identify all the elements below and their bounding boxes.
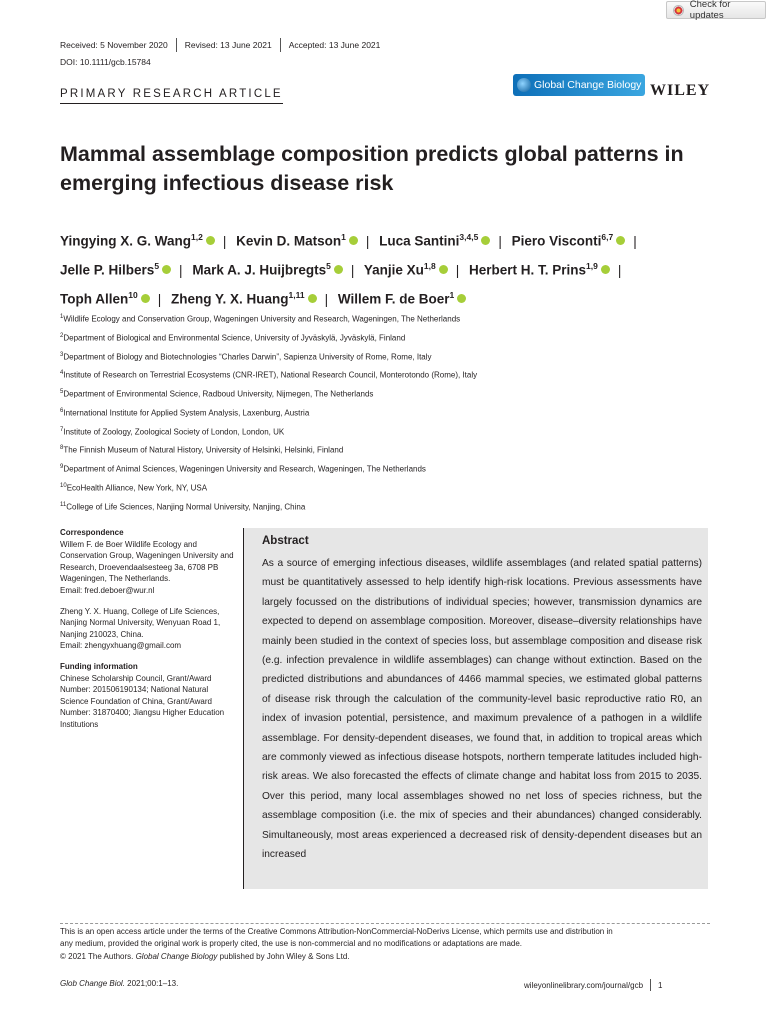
- author-affiliation: 1,11: [288, 290, 305, 300]
- affiliation-item: $^5$Department of Environmental Science, Radboud University, Nijmegen, The Netherlands: [60, 389, 374, 399]
- author-name[interactable]: Toph Allen: [60, 291, 129, 307]
- sidebar: [60, 527, 238, 740]
- divider: [650, 979, 651, 991]
- separator: |: [617, 262, 622, 278]
- crossmark-icon: [673, 5, 684, 16]
- journal-url[interactable]: wileyonlinelibrary.com/journal/gcb: [524, 980, 644, 990]
- affiliation-item: $^4$Institute of Research on Terrestrial Ecosystems (CNR-IRET), National Research Council, Monterotondo (Rome), Italy: [60, 370, 478, 380]
- divider: [280, 38, 281, 52]
- divider: [60, 923, 710, 924]
- author-name[interactable]: Piero Visconti: [511, 233, 602, 249]
- orcid-icon[interactable]: [616, 236, 625, 245]
- author-list: [60, 225, 720, 312]
- author-name[interactable]: Herbert H. T. Prins: [469, 262, 587, 278]
- orcid-icon[interactable]: [308, 294, 317, 303]
- separator: |: [365, 233, 370, 249]
- author-name[interactable]: Mark A. J. Huijbregts: [192, 262, 327, 278]
- license-notice: This is an open access article under the terms of the Creative Commons Attribution-NonCommercial-NoDerivs License, which permits use and distribution in any medium, provided the original work is properly cited, the use is non-commercial and no modifications or adaptations are made. © 2021 The Authors. Global Change Biology published by John Wiley & Sons Ltd.: [60, 927, 613, 961]
- correspondence-email[interactable]: Email: zhengyxhuang@gmail.com: [60, 641, 182, 651]
- citation-footer: Glob Change Biol. 2021;00:1–13.: [60, 979, 179, 988]
- separator: |: [222, 233, 227, 249]
- author-affiliation: 1,2: [191, 232, 203, 242]
- funding-heading: Funding information: [60, 661, 138, 671]
- orcid-icon[interactable]: [141, 294, 150, 303]
- orcid-icon[interactable]: [481, 236, 490, 245]
- author-affiliation: 5: [154, 261, 160, 271]
- separator: |: [350, 262, 355, 278]
- affiliation-item: $^2$Department of Biological and Environmental Science, University of Jyväskylä, Jyväskylä, Finland: [60, 332, 406, 343]
- author-name[interactable]: Yanjie Xu: [363, 262, 424, 278]
- article-type: PRIMARY RESEARCH ARTICLE: [60, 88, 283, 104]
- separator: |: [498, 233, 502, 249]
- affiliation-list: [60, 309, 477, 515]
- author-affiliation: 3,4,5: [459, 232, 479, 242]
- affiliation-item: $^{10}$EcoHealth Alliance, New York, NY, USA: [60, 482, 208, 493]
- orcid-icon[interactable]: [349, 236, 358, 245]
- page-title: Mammal assemblage composition predicts global patterns in emerging infectious disease risk: [60, 142, 684, 195]
- affiliation-item: $^8$The Finnish Museum of Natural History, University of Helsinki, Helsinki, Finland: [60, 445, 344, 455]
- author-name[interactable]: Jelle P. Hilbers: [60, 262, 155, 278]
- orcid-icon[interactable]: [457, 294, 466, 303]
- separator: |: [179, 262, 183, 278]
- correspondence-text: Willem F. de Boer Wildlife Ecology and Conservation Group, Wageningen University and Research, Droevendaalsesteeg 3a, 6708 PB Wageningen, The Netherlands. Email: fred.deboer@wur.nl: [60, 539, 234, 595]
- orcid-icon[interactable]: [162, 265, 171, 274]
- separator: |: [633, 233, 637, 249]
- author-name[interactable]: Zheng Y. X. Huang: [171, 291, 289, 307]
- affiliation-item: $^3$Department of Biology and Biotechnologies “Charles Darwin”, Sapienza University of Rome, Rome, Italy: [60, 351, 432, 362]
- author-affiliation: 10: [128, 290, 138, 300]
- accepted-date: Accepted: 13 June 2021: [288, 40, 381, 50]
- author-affiliation: 1: [341, 232, 346, 242]
- orcid-icon[interactable]: [601, 265, 610, 274]
- author-affiliation: 6,7: [601, 232, 614, 242]
- article-dates: [60, 38, 380, 52]
- page-number: 1: [658, 980, 663, 990]
- affiliation-item: $^1$Wildlife Ecology and Conservation Group, Wageningen University and Research, Wageningen, The Netherlands: [60, 314, 461, 324]
- divider: [176, 38, 177, 52]
- check-for-updates-button[interactable]: [666, 1, 766, 19]
- author-affiliation: 1,9: [586, 261, 598, 271]
- correspondence-heading: Correspondence: [60, 528, 124, 537]
- abstract-text: As a source of emerging infectious diseases, wildlife assemblages (and related spatial patterns) must be quantitatively assessed to help identify high-risk locations. Previous assessments have largely focussed on the distributions of individual species; however, transmission dynamics are expected to depend on assemblage composition. Moreover, disease–diversity relationships have mainly been studied in the context of species loss, but assemblage composition and disease risk (e.g. infection prevalence in wildlife assemblages) can change without extinction. Based on the predicted distributions and abundances of 4466 mammal species, we estimated global patterns of disease risk through the calculation of the community-level basic reproductive ratio R0, an index of invasion potential, persistence, and maximum prevalence of a pathogen in a wildlife assemblage. For density-dependent diseases, we found that, in addition to tropical areas which are commonly viewed as infectious disease hotspots, northern temperate latitudes included high-risk areas. We also forecasted the effects of climate change and habitat loss from 2015 to 2035. Over this period, many local assemblages showed no net loss of species richness, but the assemblage composition (i.e. the mix of species and their abundances) changed considerably. Simultaneously, most areas experienced a decreased risk of density-dependent diseases but an increased: [262, 558, 702, 861]
- affiliation-item: $^{11}$College of Life Sciences, Nanjing Normal University, Nanjing, China: [60, 501, 306, 512]
- author-affiliation: 1,8: [423, 261, 436, 271]
- separator: |: [455, 262, 460, 278]
- revised-date: Revised: 13 June 2021: [184, 40, 272, 50]
- separator: |: [324, 291, 329, 307]
- affiliation-item: $^6$International Institute for Applied System Analysis, Laxenburg, Austria: [60, 407, 310, 418]
- doi: DOI: 10.1111/gcb.15784: [60, 57, 151, 67]
- page-footer: [524, 979, 662, 991]
- globe-icon: [517, 78, 531, 92]
- orcid-icon[interactable]: [206, 236, 215, 245]
- publisher-logo[interactable]: WILEY: [650, 82, 711, 99]
- journal-logo[interactable]: [513, 74, 645, 96]
- orcid-icon[interactable]: [334, 265, 343, 274]
- abstract-heading: Abstract: [262, 535, 309, 547]
- affiliation-item: $^9$Department of Animal Sciences, Wageningen University and Research, Wageningen, The Netherlands: [60, 464, 426, 474]
- separator: |: [157, 291, 162, 307]
- journal-name: Global Change Biology: [534, 79, 642, 91]
- funding-text: Chinese Scholarship Council, Grant/Award Number: 201506190134; National Natural Science Foundation of China, Grant/Award Number: 31870400; Jiangsu Higher Education Institutions: [60, 673, 225, 729]
- author-affiliation: 1: [449, 290, 455, 300]
- orcid-icon[interactable]: [439, 265, 448, 274]
- author-name[interactable]: Kevin D. Matson: [236, 233, 342, 249]
- affiliation-item: $^7$Institute of Zoology, Zoological Society of London, London, UK: [60, 426, 285, 437]
- check-for-updates-label: Check for updates: [689, 0, 731, 21]
- correspondence-email[interactable]: Email: fred.deboer@wur.nl: [60, 585, 155, 595]
- author-name[interactable]: Yingying X. G. Wang: [60, 233, 191, 249]
- received-date: Received: 5 November 2020: [60, 40, 168, 50]
- correspondence-text: Zheng Y. X. Huang, College of Life Sciences, Nanjing Normal University, Wenyuan Road 1, Nanjing 210023, China. Email: zhengyxhuang@gmail.com: [60, 606, 221, 651]
- author-name[interactable]: Luca Santini: [379, 233, 460, 249]
- author-name[interactable]: Willem F. de Boer: [337, 291, 450, 307]
- author-affiliation: 5: [326, 261, 331, 271]
